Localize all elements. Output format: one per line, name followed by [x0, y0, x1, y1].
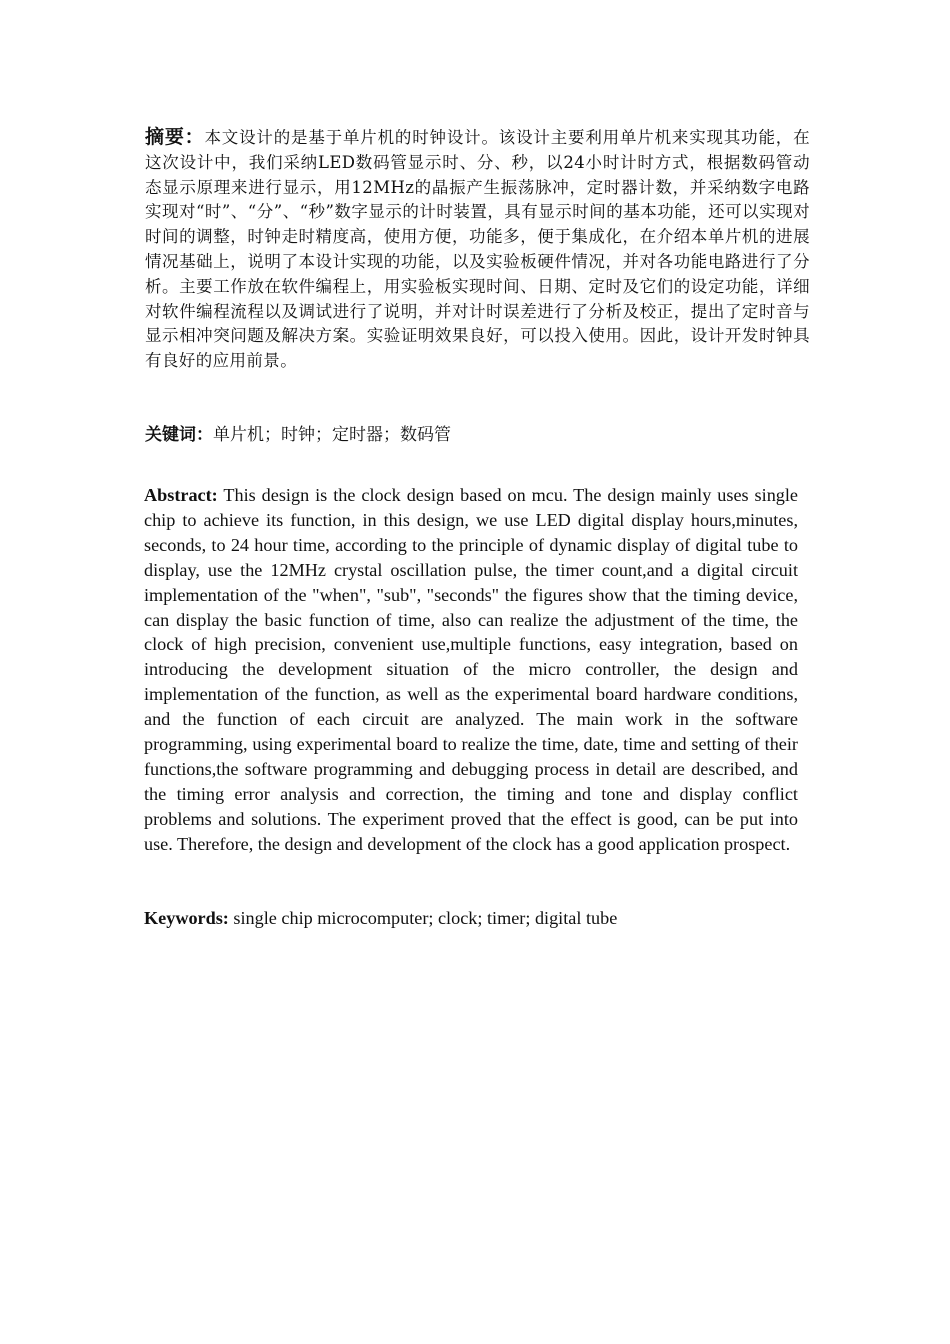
chinese-abstract-text: 本文设计的是基于单片机的时钟设计。该设计主要利用单片机来实现其功能，在这次设计中，我们采纳LED数码管显示时、分、秒，以24小时计时方式，根据数码管动态显示原理来进行显示，用12MHz的晶振产生振荡脉冲，定时器计数，并采纳数字电路实现对“时”、“分”、“秒”数字显示的计时装置，具有显示时间的基本功能，还可以实现对时间的调整，时钟走时精度高，使用方便，功能多，便于集成化，在介绍本单片机的进展情况基础上，说明了本设计实现的功能，以及实验板硬件情况，并对各功能电路进行了分析。主要工作放在软件编程上，用实验板实现时间、日期、定时及它们的设定功能，详细对软件编程流程以及调试进行了说明，并对计时误差进行了分析及校正，提出了定时音与显示相冲突问题及解决方案。实验证明效果良好，可以投入使用。因此，设计开发时钟具有良好的应用前景。	[145, 128, 811, 371]
english-keywords	[144, 906, 798, 931]
english-abstract-text: This design is the clock design based on mcu. The design mainly uses single chip to achieve its function, in this design, we use LED digital display hours,minutes, seconds, to 24 hour time, according to the principle of dynamic display of digital tube to display, use the 12MHz crystal oscillation pulse, the timer count,and a digital circuit implementation of the "when", "sub", "seconds" the figures show that the timing device, can display the basic function of time, also can realize the adjustment of the time, the clock of high precision, convenient use,multiple functions, easy integration, based on introducing the development situation of the micro controller, the design and implementation of the function, as well as the experimental board hardware conditions, and the function of each circuit are analyzed. The main work in the software programming, using experimental board to realize the time, date, time and setting of their functions,the software programming and debugging process in detail are described, and the timing error analysis and correction, the timing and tone and display conflict problems and solutions. The experiment proved that the effect is good, can be put into use. Therefore, the design and development of the clock has a good application prospect.	[144, 485, 799, 854]
chinese-keywords	[145, 423, 810, 447]
chinese-abstract	[145, 125, 810, 374]
english-keywords-text: single chip microcomputer; clock; timer; digital tube	[233, 908, 618, 928]
english-abstract	[144, 483, 798, 857]
english-keywords-label: Keywords:	[144, 908, 229, 928]
english-abstract-label: Abstract:	[144, 485, 218, 505]
chinese-keywords-label: 关键词：	[145, 425, 213, 445]
chinese-keywords-text: 单片机；时钟；定时器；数码管	[213, 425, 451, 445]
chinese-abstract-label: 摘要：	[145, 126, 205, 148]
